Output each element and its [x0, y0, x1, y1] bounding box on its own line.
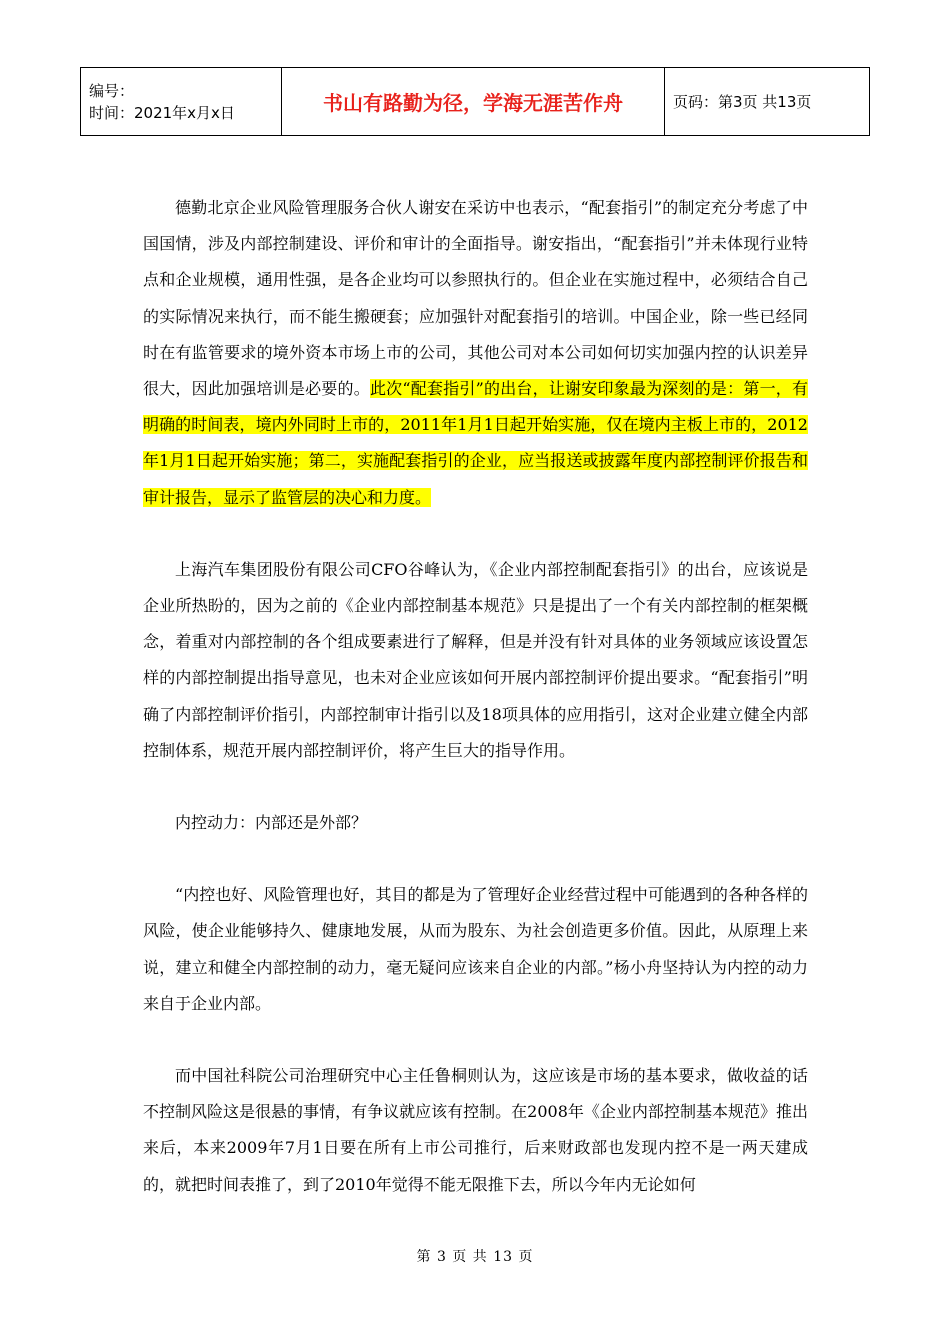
paragraph-1 [143, 190, 808, 516]
paragraph-text: 德勤北京企业风险管理服务合伙人谢安在采访中也表示，“配套指引”的制定充分考虑了中国国情，涉及内部控制建设、评价和审计的全面指导。谢安指出，“配套指引”并未体现行业特点和企业规模，通用性强，是各企业均可以参照执行的。但企业在实施过程中，必须结合自己的实际情况来执行，而不能生搬硬套；应加强针对配套指引的培训。中国企业，除一些已经同时在有监管要求的境外资本市场上市的公司，其他公司对本公司如何切实加强内控的认识差异很大，因此加强培训是必要的。 [143, 198, 808, 399]
document-number-label: 编号： [89, 81, 135, 100]
section-heading: 内控动力：内部还是外部？ [175, 813, 368, 833]
document-date: 时间：2021年x月x日 [89, 103, 235, 122]
header-page-info: 页码：第3页 共13页 [665, 68, 870, 136]
header-motto: 书山有路勤为径，学海无涯苦作舟 [282, 68, 665, 136]
paragraph-4: 而中国社科院公司治理研究中心主任鲁桐则认为，这应该是市场的基本要求，做收益的话不控制风险这是很悬的事情，有争议就应该有控制。在2008年《企业内部控制基本规范》推出来后，本来2009年7月1日要在所有上市公司推行，后来财政部也发现内控不是一两天建成的，就把时间表推了，到了2010年觉得不能无限推下去，所以今年内无论如何 [143, 1066, 808, 1194]
paragraph-gap [143, 769, 808, 805]
paragraph-gap [143, 841, 808, 877]
paragraph-3: “内控也好、风险管理也好，其目的都是为了管理好企业经营过程中可能遇到的各种各样的风险，使企业能够持久、健康地发展，从而为股东、为社会创造更多价值。因此，从原理上来说，建立和健全内部控制的动力，毫无疑问应该来自企业的内部。”杨小舟坚持认为内控的动力来自于企业内部。 [143, 885, 808, 1013]
header-meta [81, 68, 282, 136]
page-header [80, 67, 870, 136]
paragraph-2: 上海汽车集团股份有限公司CFO谷峰认为，《企业内部控制配套指引》的出台，应该说是企业所热盼的，因为之前的《企业内部控制基本规范》只是提出了一个有关内部控制的框架概念，着重对内部控制的各个组成要素进行了解释，但是并没有针对具体的业务领域应该设置怎样的内部控制提出指导意见，也未对企业应该如何开展内部控制评价提出要求。“配套指引”明确了内部控制评价指引，内部控制审计指引以及18项具体的应用指引，这对企业建立健全内部控制体系，规范开展内部控制评价，将产生巨大的指导作用。 [143, 559, 808, 760]
paragraph-gap [143, 516, 808, 552]
paragraph-gap [143, 1022, 808, 1058]
document-body [143, 190, 808, 1203]
highlighted-text: 此次“配套指引”的出台，让谢安印象最为深刻的是：第一，有明确的时间表，境内外同时上市的，2011年1月1日起开始实施，仅在境内主板上市的，2012年1月1日起开始实施；第二，实施配套指引的企业，应当报送或披露年度内部控制评价报告和审计报告，显示了监管层的决心和力度。 [143, 379, 808, 507]
page-footer: 第 3 页 共 13 页 [416, 1249, 534, 1265]
